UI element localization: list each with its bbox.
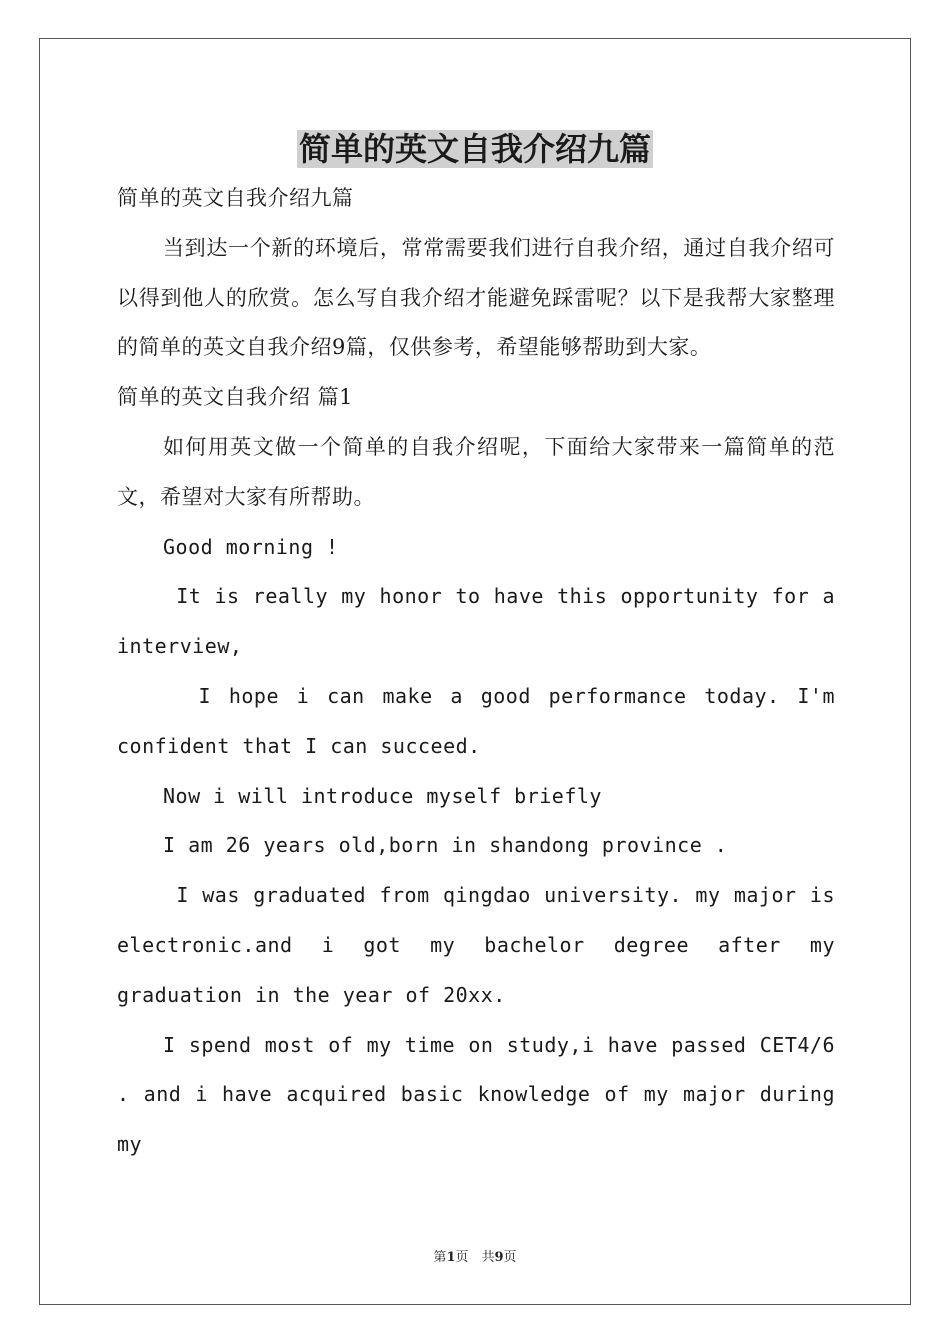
english-paragraph: Now i will introduce myself briefly (163, 783, 602, 808)
english-paragraph: I was graduated from qingdao university. my major is electronic.and i got my bachelor degree after my graduation in the year of 20xx. (117, 883, 848, 1007)
page-footer (0, 1246, 950, 1265)
footer-suffix: 页 (503, 1250, 517, 1265)
english-paragraph: I am 26 years old,born in shandong province . (163, 833, 728, 858)
section-heading: 简单的英文自我介绍 篇1 (117, 385, 354, 410)
footer-total-pages: 9 (494, 1250, 504, 1265)
document-body (117, 174, 848, 1170)
footer-current-page: 1 (446, 1250, 456, 1265)
subtitle-paragraph: 简单的英文自我介绍九篇 (117, 186, 354, 210)
section-intro-paragraph: 如何用英文做一个简单的自我介绍呢，下面给大家带来一篇简单的范文，希望对大家有所帮助。 (117, 434, 835, 509)
english-paragraph: I hope i can make a good performance today. I'm confident that I can succeed. (117, 683, 848, 758)
english-paragraph: It is really my honor to have this opportunity for a interview, (117, 584, 848, 659)
intro-paragraph: 当到达一个新的环境后，常常需要我们进行自我介绍，通过自我介绍可以得到他人的欣赏。怎么写自我介绍才能避免踩雷呢？以下是我帮大家整理的简单的英文自我介绍9篇，仅供参考，希望能够帮助到大家。 (117, 235, 835, 360)
english-paragraph: Good morning ! (163, 534, 339, 559)
english-paragraph: I spend most of my time on study,i have passed CET4/6 . and i have acquired basic knowledge of my major during my (117, 1032, 835, 1157)
document-title (0, 126, 950, 172)
footer-prefix: 第 (433, 1250, 447, 1265)
footer-mid: 页 共 (455, 1250, 495, 1265)
document-title-text: 简单的英文自我介绍九篇 (298, 130, 651, 168)
